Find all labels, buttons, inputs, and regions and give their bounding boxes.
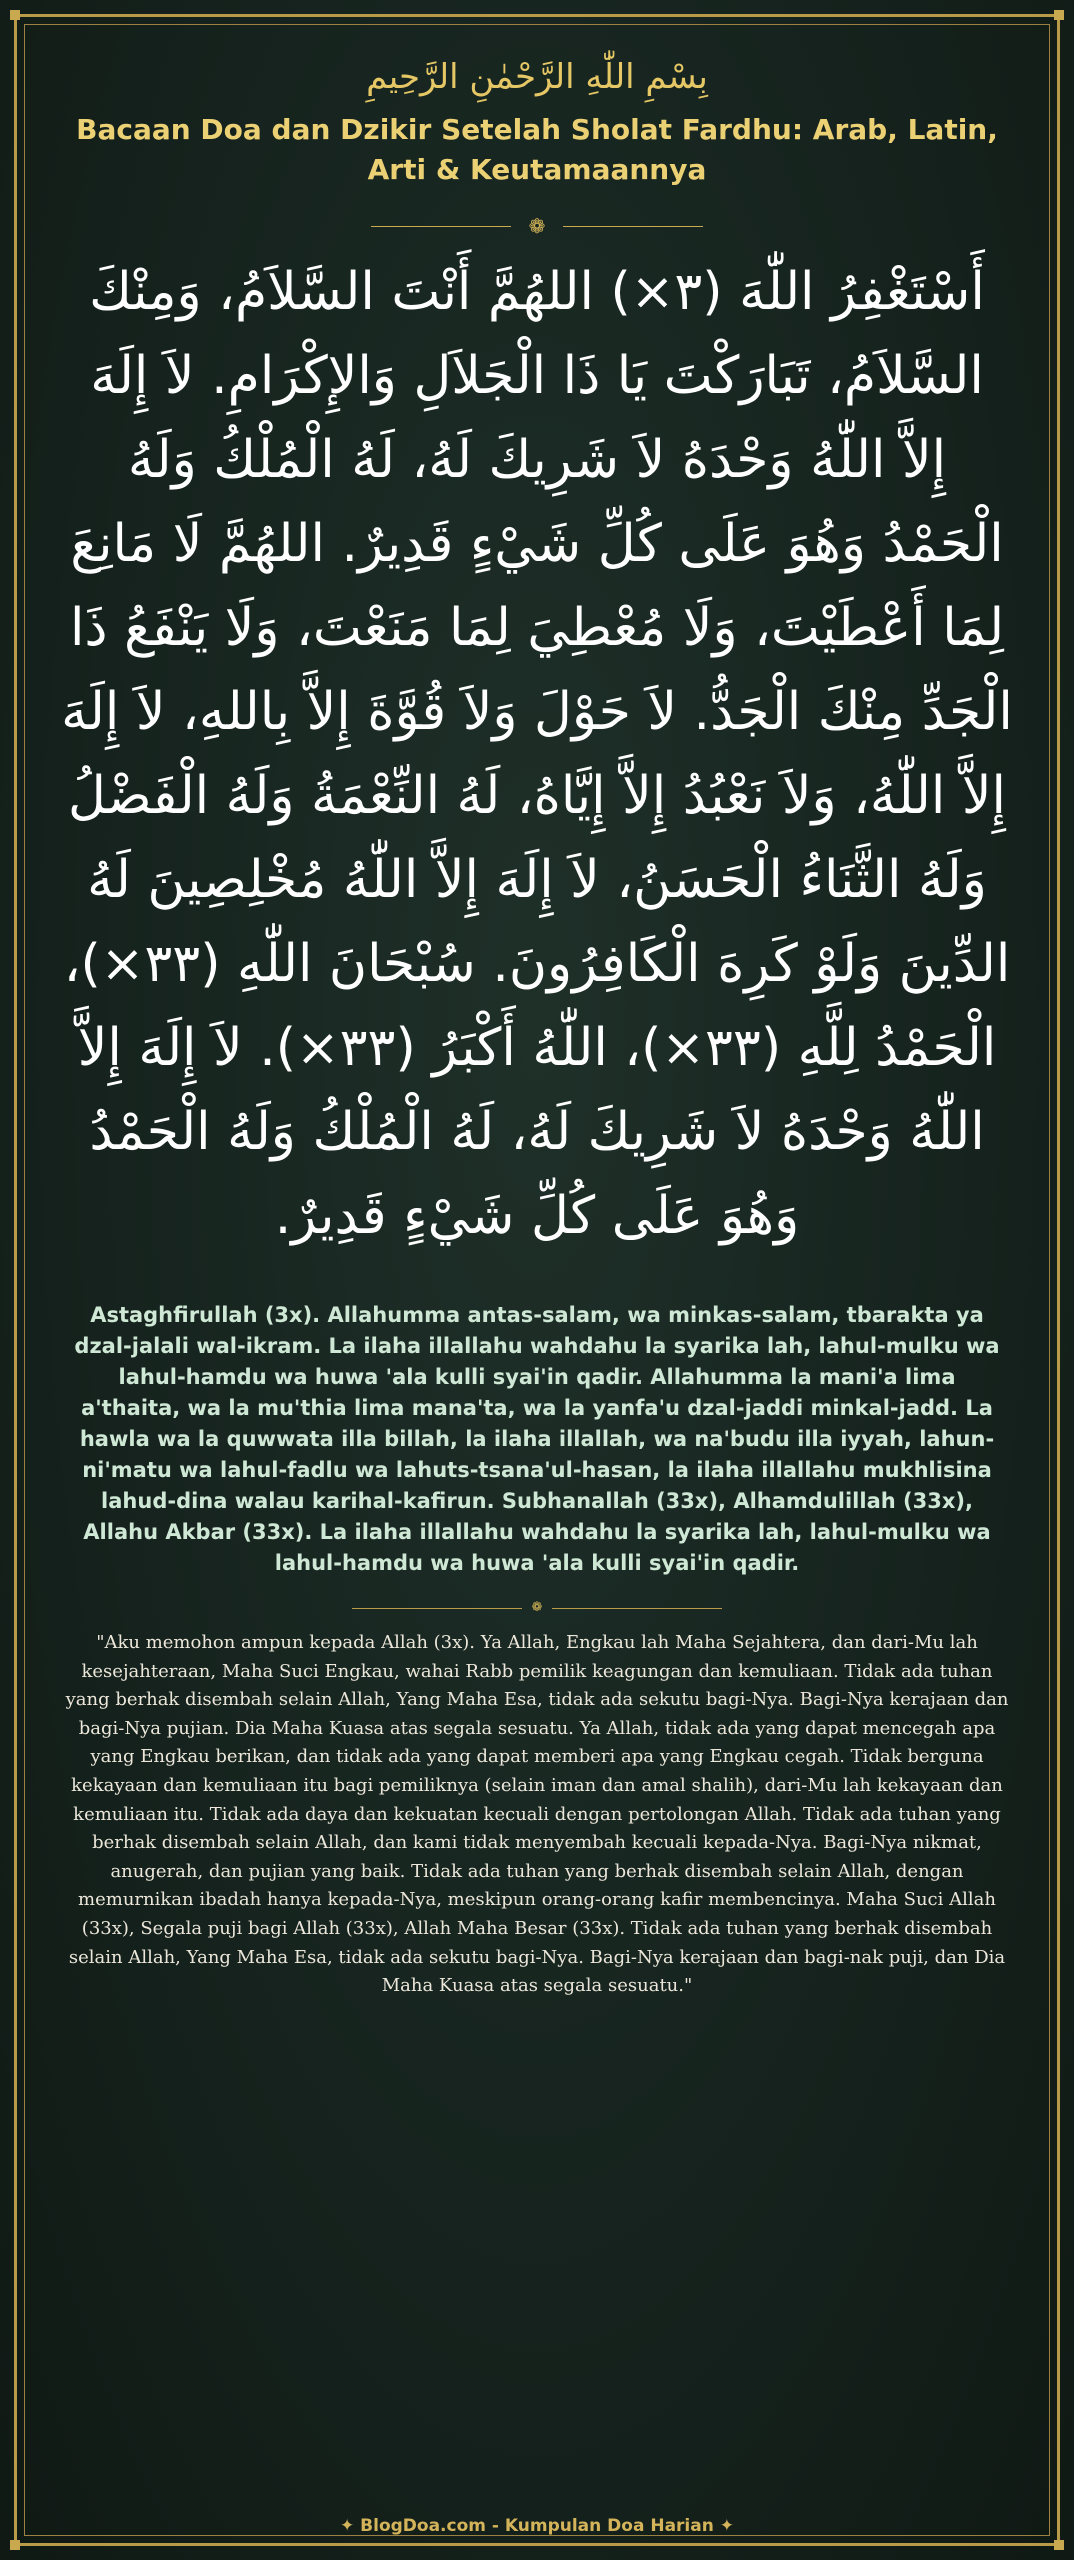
divider [60, 1601, 1014, 1615]
flower-icon: ❁ [531, 1600, 543, 1615]
corner-ornament [1054, 10, 1064, 20]
divider [60, 216, 1014, 236]
divider-line [563, 226, 703, 227]
footer-credit: ✦ BlogDoa.com - Kumpulan Doa Harian ✦ [340, 2516, 734, 2536]
flower-icon: ❁ [528, 214, 546, 238]
divider-line [552, 1608, 722, 1609]
page-title: Bacaan Doa dan Dzikir Setelah Sholat Fardhu: Arab, Latin, Arti & Keutamaannya [76, 113, 998, 186]
corner-ornament [10, 10, 20, 20]
divider-line [371, 226, 511, 227]
bismillah: بِسْمِ اللّٰهِ الرَّحْمٰنِ الرَّحِيمِ [366, 57, 708, 97]
corner-ornament [10, 2540, 20, 2550]
divider-line [352, 1608, 522, 1609]
corner-ornament [1054, 2540, 1064, 2550]
translation-text: "Aku memohon ampun kepada Allah (3x). Ya Allah, Engkau lah Maha Sejahtera, dan dari-Mu lah kesejahteraan, Maha Suci Engkau, wahai Rabb pemilik keagungan dan kemuliaan. Tidak ada tuhan yang berhak disembah selain Allah, Yang Maha Esa, tidak ada sekutu bagi-Nya. Bagi-Nya kerajaan dan bagi-Nya pujian. Dia Maha Kuasa atas segala sesuatu. Ya Allah, tidak ada yang dapat mencegah apa yang Engkau berikan, dan tidak ada yang dapat memberi apa yang Engkau cegah. Tidak berguna kekayaan dan kemuliaan itu bagi pemiliknya (selain iman dan amal shalih), dari-Mu lah kekayaan dan kemuliaan itu. Tidak ada daya dan kekuatan kecuali dengan pertolongan Allah. Tidak ada tuhan yang berhak disembah selain Allah, dan kami tidak menyembah kecuali kepada-Nya. Bagi-Nya nikmat, anugerah, dan pujian yang baik. Tidak ada tuhan yang berhak disembah selain Allah, dengan memurnikan ibadah hanya kepada-Nya, meskipun orang-orang kafir membencinya. Maha Suci Allah (33x), Segala puji bagi Allah (33x), Allah Maha Besar (33x). Tidak ada tuhan yang berhak disembah selain Allah, Yang Maha Esa, tidak ada sekutu bagi-Nya. Bagi-Nya kerajaan dan bagi-nak puji, dan Dia Maha Kuasa atas segala sesuatu." [65, 1632, 1009, 1997]
arabic-text: أَسْتَغْفِرُ اللّٰهَ (٣×) اللهُمَّ أَنْتَ السَّلاَمُ، وَمِنْكَ السَّلاَمُ، تَبَارَكْتَ يَا ذَا الْجَلاَلِ وَالإِكْرَامِ. لاَ إِلَهَ إِلاَّ اللّٰهُ وَحْدَهُ لاَ شَرِيكَ لَهُ، لَهُ الْمُلْكُ وَلَهُ الْحَمْدُ وَهُوَ عَلَى كُلِّ شَيْءٍ قَدِيرٌ. اللهُمَّ لَا مَانِعَ لِمَا أَعْطَيْتَ، وَلَا مُعْطِيَ لِمَا مَنَعْتَ، وَلَا يَنْفَعُ ذَا الْجَدِّ مِنْكَ الْجَدُّ. لاَ حَوْلَ وَلاَ قُوَّةَ إِلاَّ بِاللهِ، لاَ إِلَهَ إِلاَّ اللّٰهُ، وَلاَ نَعْبُدُ إِلاَّ إِيَّاهُ، لَهُ النِّعْمَةُ وَلَهُ الْفَضْلُ وَلَهُ الثَّنَاءُ الْحَسَنُ، لاَ إِلَهَ إِلاَّ اللّٰهُ مُخْلِصِينَ لَهُ الدِّينَ وَلَوْ كَرِهَ الْكَافِرُونَ. سُبْحَانَ اللّٰهِ (٣٣×)، الْحَمْدُ لِلَّهِ (٣٣×)، اللّٰهُ أَكْبَرُ (٣٣×). لاَ إِلَهَ إِلاَّ اللّٰهُ وَحْدَهُ لاَ شَرِيكَ لَهُ، لَهُ الْمُلْكُ وَلَهُ الْحَمْدُ وَهُوَ عَلَى كُلِّ شَيْءٍ قَدِيرٌ. [61, 262, 1013, 1246]
latin-text: Astaghfirullah (3x). Allahumma antas-salam, wa minkas-salam, tbarakta ya dzal-jalali wal-ikram. La ilaha illallahu wahdahu la syarika lah, lahul-mulku wa lahul-hamdu wa huwa 'ala kulli syai'in qadir. Allahumma la mani'a lima a'thaita, wa la mu'thia lima mana'ta, wa la yanfa'u dzal-jaddi minkal-jadd. La hawla wa la quwwata illa billah, la ilaha illallah, wa na'budu illa iyyah, lahun-ni'matu wa lahul-fadlu wa lahuts-tsana'ul-hasan, la ilaha illallahu mukhlisina lahud-dina walau karihal-kafirun. Subhanallah (33x), Alhamdulillah (33x), Allahu Akbar (33x). La ilaha illallahu wahdahu la syarika lah, lahul-mulku wa lahul-hamdu wa huwa 'ala kulli syai'in qadir. [74, 1303, 1000, 1575]
content [60, 50, 1014, 2001]
